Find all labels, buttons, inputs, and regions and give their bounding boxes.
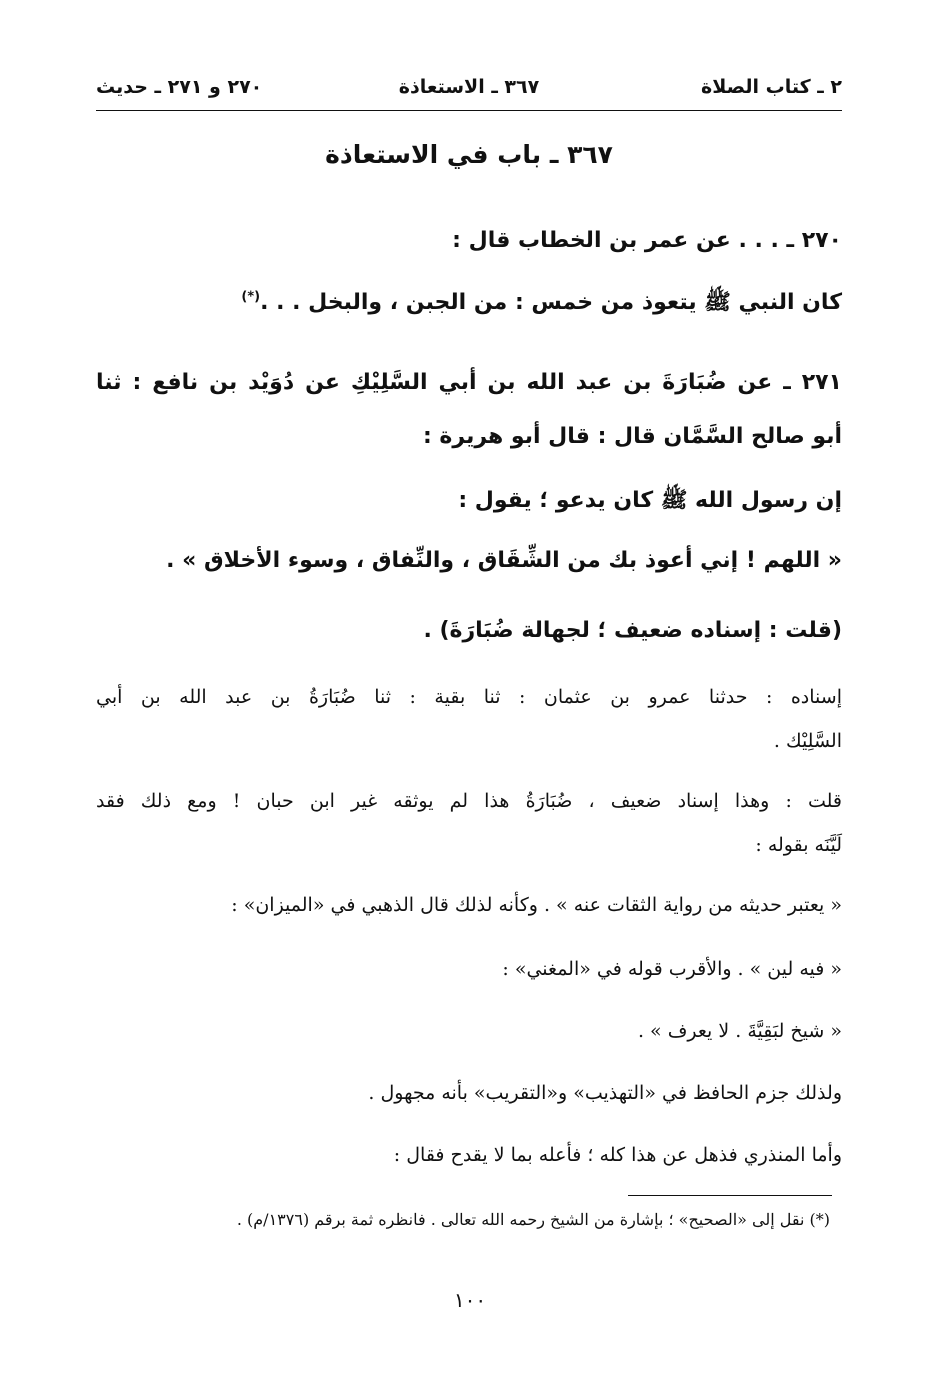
commentary-note-line2: لَيَّنَه بقوله : — [755, 834, 842, 856]
chapter-title: ٣٦٧ ـ باب في الاستعاذة — [325, 140, 613, 169]
hadith-271-isnad-line2: أبو صالح السَّمَّان قال : قال أبو هريرة : — [422, 424, 842, 449]
commentary-isnad-line2: السَّلِيْك . — [773, 730, 842, 752]
hadith-270-text — [96, 288, 842, 320]
hadith-270-matn: كان النبي ﷺ يتعوذ من خمس : من الجبن ، والبخل . . . — [260, 290, 842, 315]
hadith-271-isnad-line1: ٢٧١ ـ عن ضُبَارَةَ بن عبد الله بن أبي السَّلِيْكِ عن دُوَيْد بن نافع : ثنا — [96, 370, 842, 395]
hadith-271-intro: إن رسول الله ﷺ كان يدعو ؛ يقول : — [458, 488, 842, 513]
commentary-quote-2: « فيه لين » . والأقرب قوله في «المغني» : — [502, 958, 842, 980]
footnote-divider — [628, 1195, 832, 1196]
footnote: (*) نقل إلى «الصحيح» ؛ بإشارة من الشيخ رحمه الله تعالى . فانظره ثمة برقم (١٣٧٦/م) . — [236, 1210, 830, 1229]
footnote-marker: (*) — [241, 289, 261, 305]
commentary-isnad-line1: إسناده : حدثنا عمرو بن عثمان : ثنا بقية : ثنا ضُبَارَةُ بن عبد الله بن أبي — [96, 686, 842, 708]
hadith-271-grading: (قلت : إسناده ضعيف ؛ لجهالة ضُبَارَةَ) . — [423, 618, 842, 643]
commentary-quote-3: « شيخ لبَقِيَّةَ . لا يعرف » . — [637, 1020, 842, 1042]
page-number: ١٠٠ — [453, 1288, 487, 1312]
header-book-title: ٢ ـ كتاب الصلاة — [701, 76, 842, 98]
header-chapter: ٣٦٧ ـ الاستعاذة — [398, 76, 540, 98]
commentary-mundhiri: وأما المنذري فذهل عن هذا كله ؛ فأعله بما لا يقدح فقال : — [393, 1144, 842, 1166]
header-hadith-range: ٢٧٠ و ٢٧١ ـ حديث — [96, 76, 263, 98]
header-divider — [96, 110, 842, 111]
hadith-271-dua: « اللهم ! إني أعوذ بك من الشِّقَاق ، والنِّفاق ، وسوء الأخلاق » . — [166, 548, 842, 573]
hadith-270-isnad: ٢٧٠ ـ . . . عن عمر بن الخطاب قال : — [452, 228, 842, 253]
commentary-note-line1: قلت : وهذا إسناد ضعيف ، ضُبَارَةُ هذا لم يوثقه غير ابن حبان ! ومع ذلك فقد — [96, 790, 842, 812]
running-header — [96, 72, 842, 108]
commentary-hafiz: ولذلك جزم الحافظ في «التهذيب» و«التقريب» بأنه مجهول . — [368, 1082, 842, 1104]
commentary-quote-1: « يعتبر حديثه من رواية الثقات عنه » . وكأنه لذلك قال الذهبي في «الميزان» : — [231, 894, 842, 916]
